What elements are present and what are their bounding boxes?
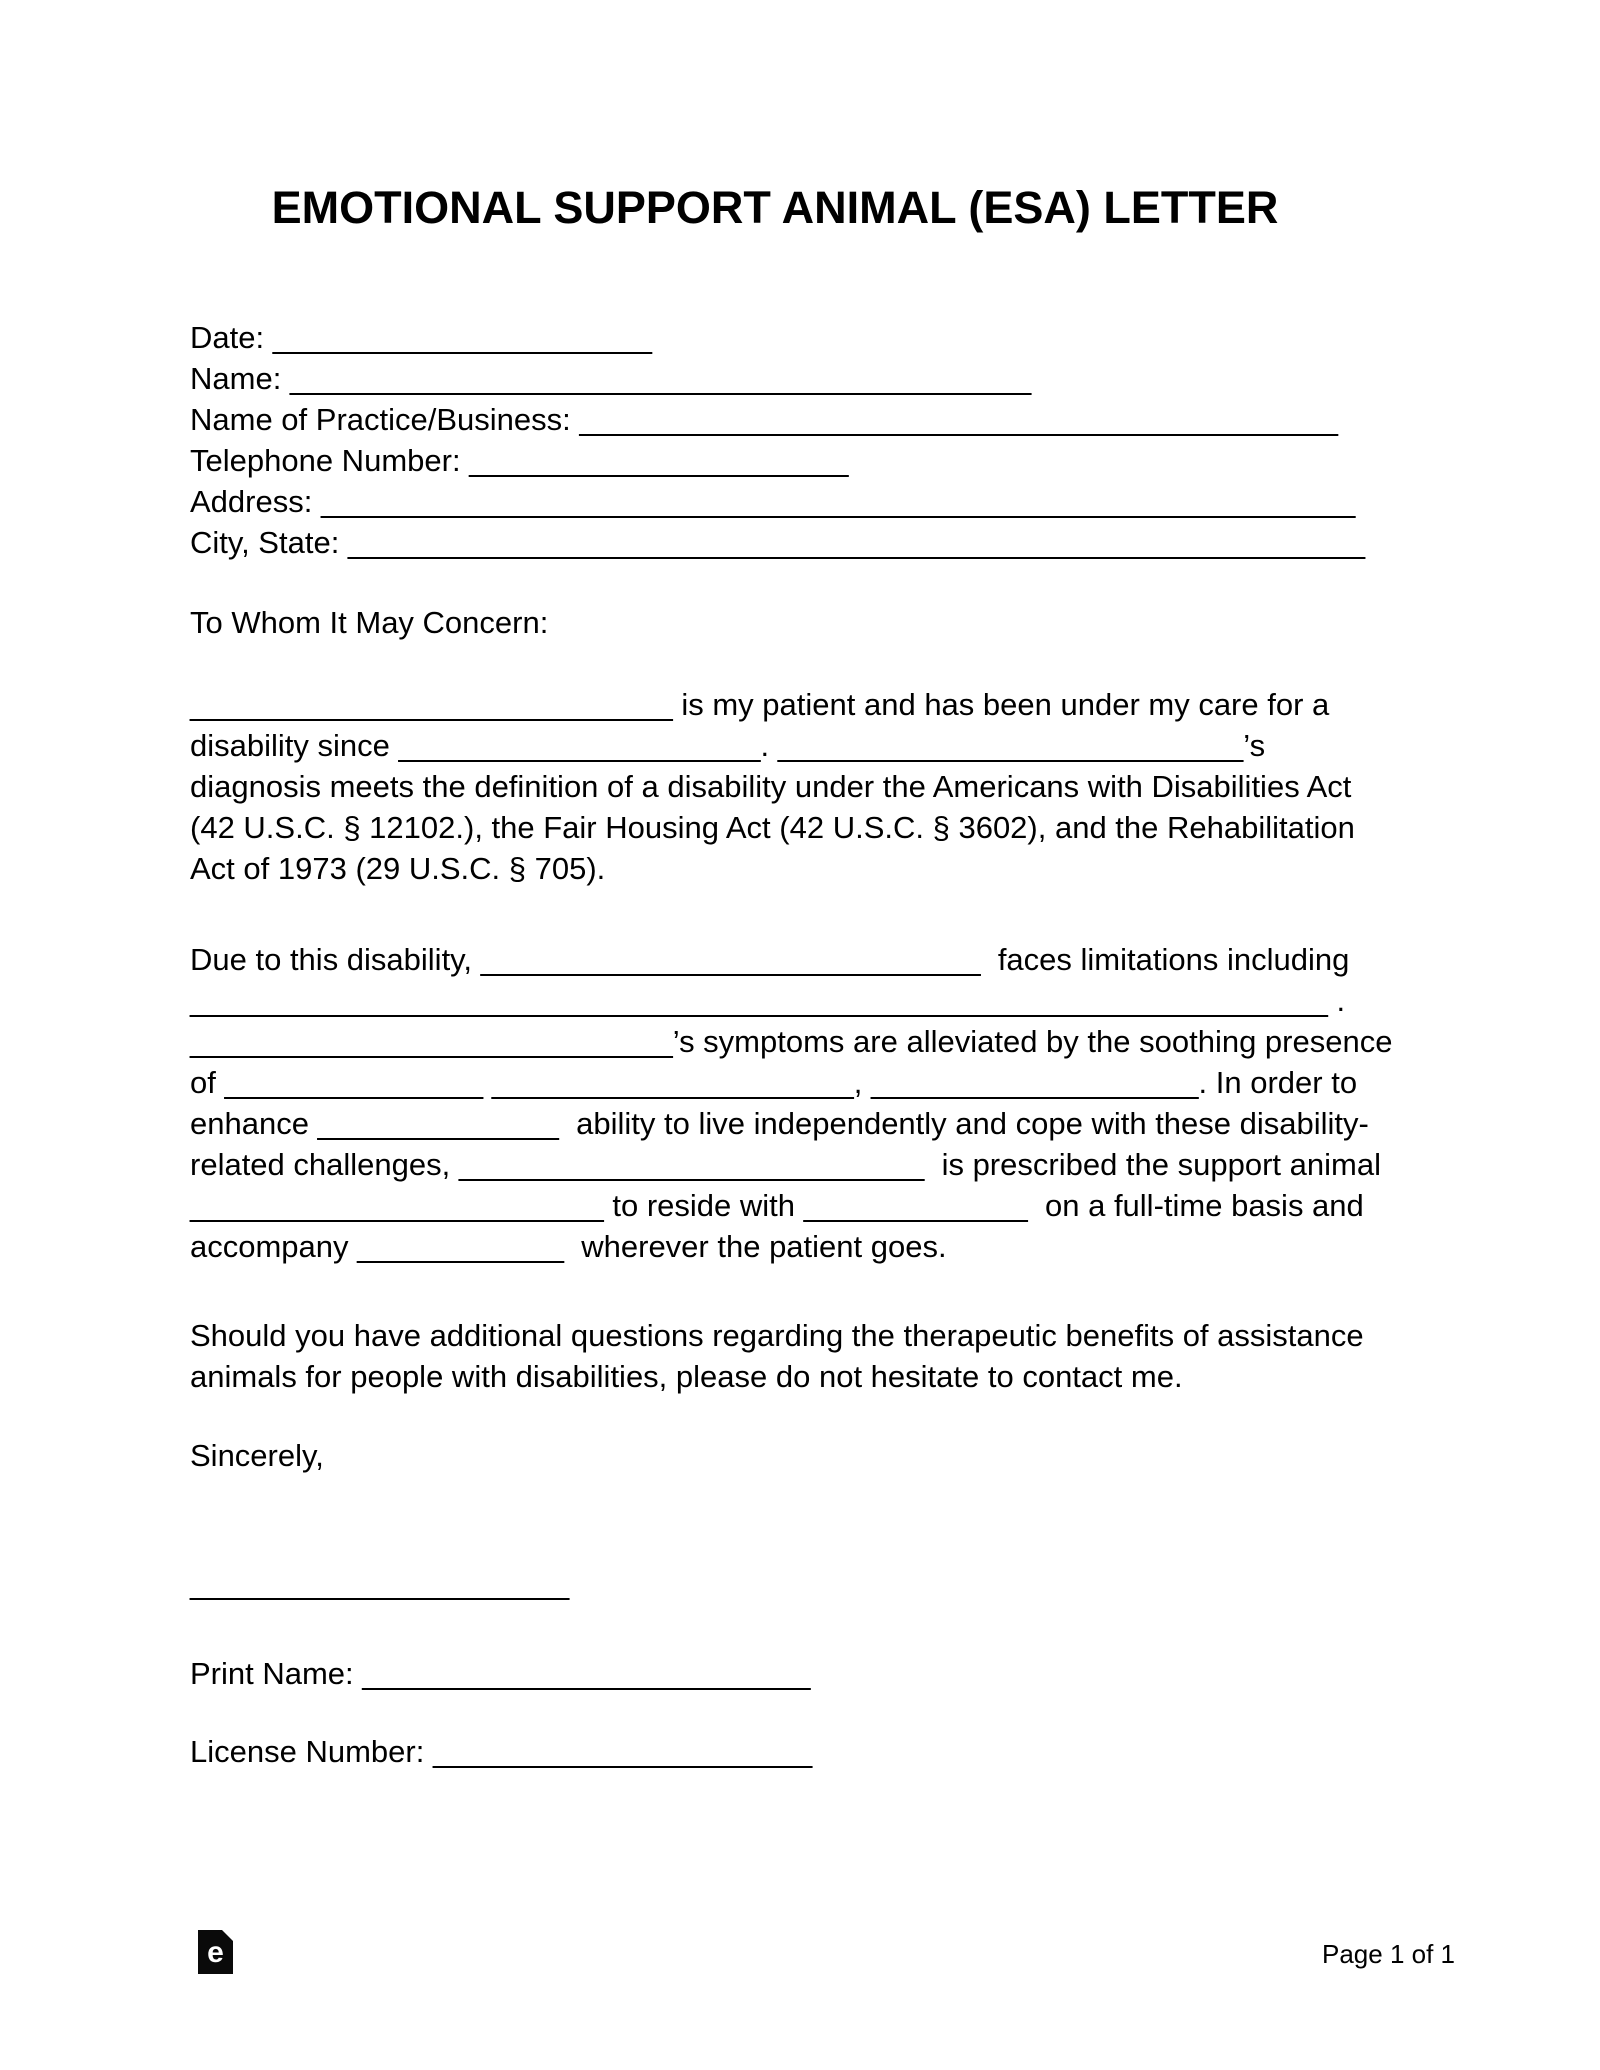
contact-fields-block xyxy=(190,317,1460,563)
signature-underscores: ______________________ xyxy=(190,1566,570,1601)
paragraph3-line: animals for people with disabilities, please do not hesitate to contact me. xyxy=(190,1359,1183,1394)
field-date: Date: ______________________ xyxy=(190,320,653,355)
paragraph1-line: disability since _____________________. ___________________________’s xyxy=(190,728,1266,763)
paragraph2-line: ________________________ to reside with _____________ on a full-time basis and xyxy=(190,1188,1364,1223)
document-title: EMOTIONAL SUPPORT ANIMAL (ESA) LETTER xyxy=(271,182,1279,233)
field-city-state: City, State: ___________________________________________________________ xyxy=(190,525,1366,560)
license-number-line xyxy=(190,1731,1460,1772)
paragraph2-line: of _______________ _____________________, ___________________. In order to xyxy=(190,1065,1358,1100)
paragraph2-line: enhance ______________ ability to live independently and cope with these disability- xyxy=(190,1106,1369,1141)
paragraph-patient-disability xyxy=(190,684,1460,889)
paragraph2-line: ____________________________’s symptoms are alleviated by the soothing presence xyxy=(190,1024,1393,1059)
paragraph1-line: (42 U.S.C. § 12102.), the Fair Housing Act (42 U.S.C. § 3602), and the Rehabilitation xyxy=(190,810,1355,845)
signature-line xyxy=(190,1563,1460,1604)
paragraph2-line: accompany ____________ wherever the patient goes. xyxy=(190,1229,947,1264)
field-practice-business: Name of Practice/Business: ____________________________________________ xyxy=(190,402,1338,437)
field-address: Address: ____________________________________________________________ xyxy=(190,484,1356,519)
paragraph1-line: Act of 1973 (29 U.S.C. § 705). xyxy=(190,851,606,886)
paragraph2-line: __________________________________________________________________ . xyxy=(190,983,1346,1018)
paragraph2-line: Due to this disability, _____________________________ faces limitations including xyxy=(190,942,1350,977)
field-name: Name: ___________________________________________ xyxy=(190,361,1032,396)
print-name-line xyxy=(190,1653,1460,1694)
paragraph3-line: Should you have additional questions regarding the therapeutic benefits of assistance xyxy=(190,1318,1364,1353)
paragraph2-line: related challenges, ___________________________ is prescribed the support animal xyxy=(190,1147,1381,1182)
print-name-field: Print Name: __________________________ xyxy=(190,1656,811,1691)
eforms-logo xyxy=(198,1930,233,1974)
salutation xyxy=(190,602,1460,643)
closing-sincerely xyxy=(190,1435,1460,1476)
license-number-field: License Number: ______________________ xyxy=(190,1734,813,1769)
sincerely-line: Sincerely, xyxy=(190,1438,324,1473)
field-telephone: Telephone Number: ______________________ xyxy=(190,443,849,478)
paragraph1-line: diagnosis meets the definition of a disability under the Americans with Disabilities Act xyxy=(190,769,1352,804)
paragraph1-line: ____________________________ is my patient and has been under my care for a xyxy=(190,687,1330,722)
eforms-logo-letter: e xyxy=(207,1936,224,1969)
page-number-indicator: Page 1 of 1 xyxy=(1322,1939,1455,1969)
salutation-line: To Whom It May Concern: xyxy=(190,605,549,640)
paragraph-additional-questions xyxy=(190,1315,1460,1397)
paragraph-limitations-prescription xyxy=(190,939,1460,1267)
